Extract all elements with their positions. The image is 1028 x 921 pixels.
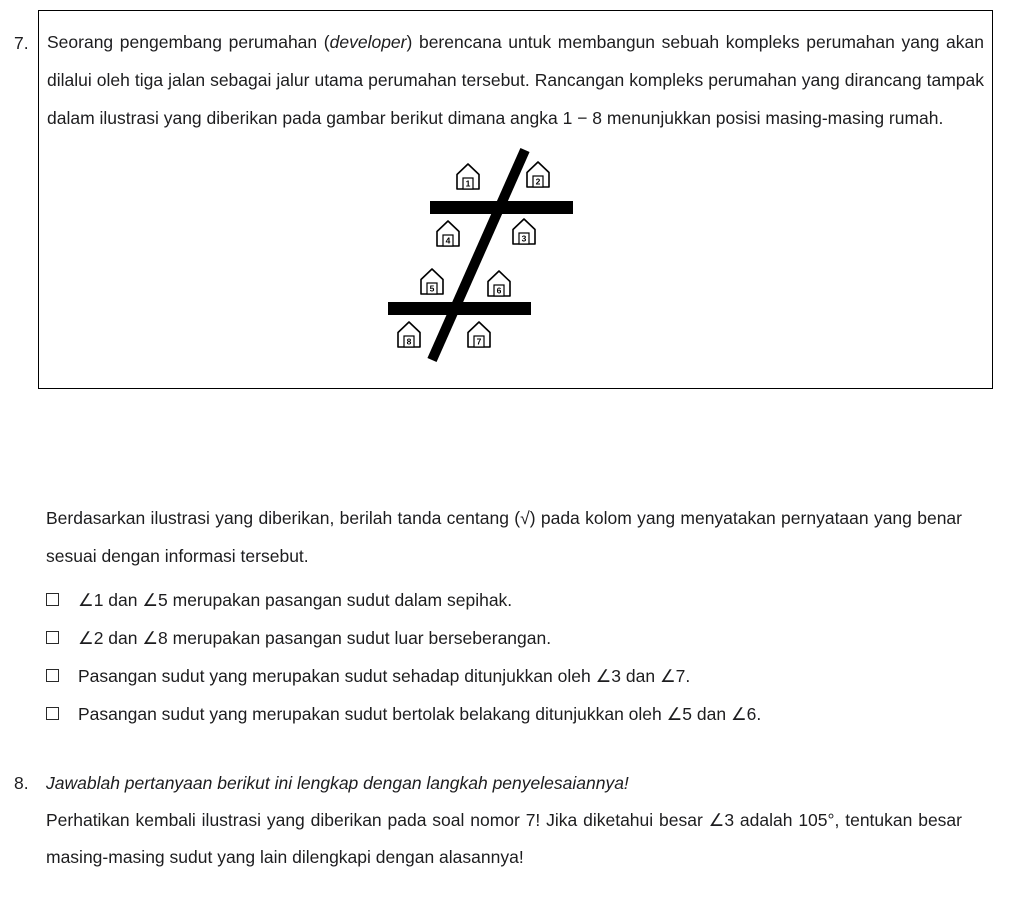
house-icon-8: [398, 322, 420, 347]
statement-row-2: [46, 619, 962, 657]
question-8-body: Perhatikan kembali ilustrasi yang diberikan pada soal nomor 7! Jika diketahui besar ∠3 adalah 105°, tentukan besar masing-masing sudut yang lain dilengkapi dengan alasannya!: [46, 810, 962, 867]
q7-text-developer: developer: [329, 32, 407, 52]
house-icon-5: [421, 269, 443, 294]
question-7-text: [47, 23, 984, 137]
statement-4-label: Pasangan sudut yang merupakan sudut bertolak belakang ditunjukkan oleh ∠5 dan ∠6.: [78, 704, 762, 724]
checkbox-statement-1[interactable]: [46, 593, 59, 606]
house-number-5: 5: [429, 283, 434, 294]
house-number-8: 8: [406, 336, 411, 347]
statement-2-label: ∠2 dan ∠8 merupakan pasangan sudut luar berseberangan.: [78, 628, 552, 648]
checkbox-statement-2[interactable]: [46, 631, 59, 644]
house-icon-2: [527, 162, 549, 187]
q7-text-part1: Seorang pengembang perumahan (: [47, 32, 330, 52]
statement-3-label: Pasangan sudut yang merupakan sudut sehadap ditunjukkan oleh ∠3 dan ∠7.: [78, 666, 691, 686]
checkbox-statement-3[interactable]: [46, 669, 59, 682]
statement-row-1: [46, 581, 962, 619]
checklist-instruction: Berdasarkan ilustrasi yang diberikan, berilah tanda centang (√) pada kolom yang menyatakan pernyataan yang benar sesuai dengan informasi tersebut.: [46, 508, 962, 566]
q7-text-part2: ) berencana untuk membangun sebuah kompleks perumahan yang akan dilalui oleh tiga jalan sebagai jalur utama perumahan tersebut. Rancangan kompleks perumahan yang dirancang tampak dalam ilustrasi yang diberikan pada gambar berikut dimana angka 1 − 8 menunjukkan posisi masing-masing rumah.: [47, 32, 984, 128]
question-7-box: [38, 10, 993, 389]
question-8-instruction: Jawablah pertanyaan berikut ini lengkap dengan langkah penyelesaiannya!: [46, 773, 629, 793]
checkbox-statement-4[interactable]: [46, 707, 59, 720]
question-7-number: 7.: [14, 33, 29, 53]
house-icon-6: [488, 271, 510, 296]
roads-and-houses-diagram: [386, 147, 586, 367]
question-7-task: [46, 499, 962, 733]
house-number-1: 1: [465, 178, 470, 189]
question-8-number: 8.: [14, 773, 29, 793]
house-number-6: 6: [496, 285, 501, 296]
statement-list: [46, 581, 962, 733]
statement-1-label: ∠1 dan ∠5 merupakan pasangan sudut dalam sepihak.: [78, 590, 513, 610]
house-number-7: 7: [476, 336, 481, 347]
house-number-2: 2: [535, 176, 540, 187]
house-number-4: 4: [445, 235, 450, 246]
house-icon-7: [468, 322, 490, 347]
question-7: [14, 10, 993, 389]
question-8-text: [46, 765, 993, 876]
housing-complex-illustration: [386, 147, 586, 372]
house-icon-1: [457, 164, 479, 189]
statement-row-4: [46, 695, 962, 733]
house-icon-3: [513, 219, 535, 244]
house-icon-4: [437, 221, 459, 246]
house-number-3: 3: [521, 233, 526, 244]
question-8: [14, 765, 993, 876]
statement-row-3: [46, 657, 962, 695]
